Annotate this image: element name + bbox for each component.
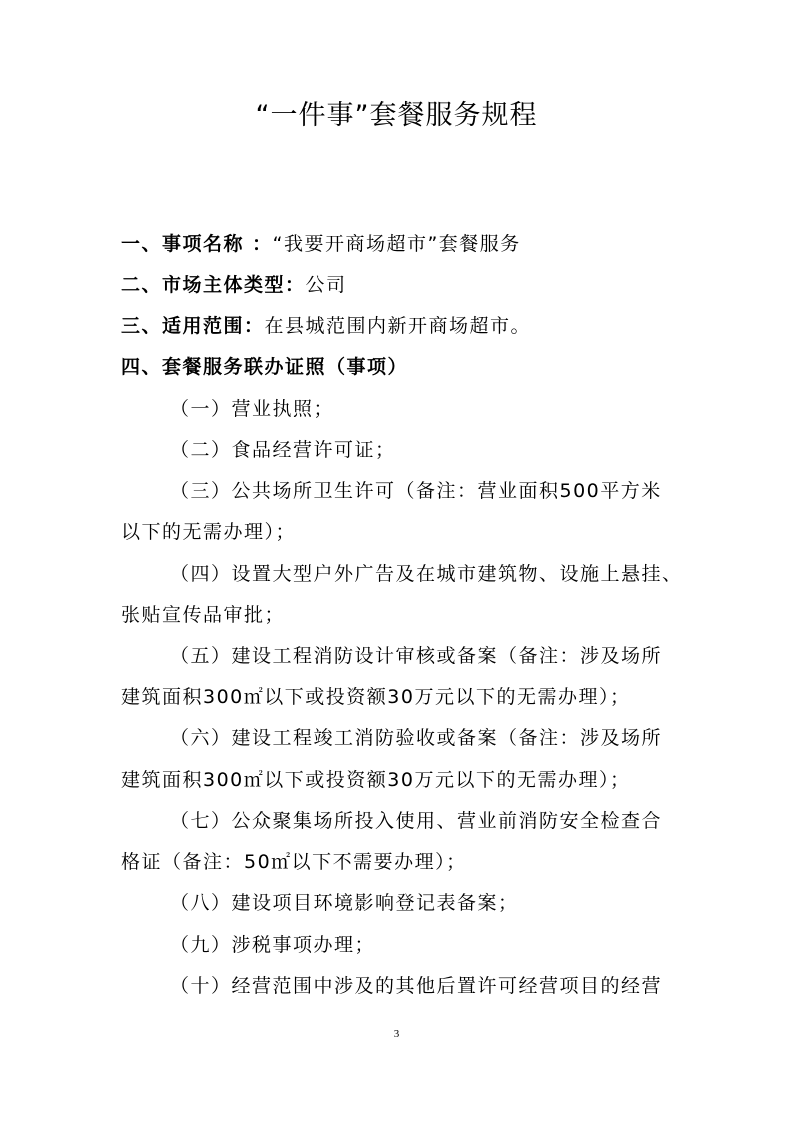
list-item-continuation: 建筑面积300㎡以下或投资额30万元以下的无需办理）； [121,769,631,791]
list-item: （六）建设工程竣工消防验收或备案（备注：涉及场所 [170,727,663,749]
page-number: 3 [393,1028,400,1040]
section-entity-type [121,271,681,299]
list-item: （二）食品经营许可证； [170,439,396,461]
list-item: （十）经营范围中涉及的其他后置许可经营项目的经营 [170,975,663,997]
list-item-continuation: 建筑面积300㎡以下或投资额30万元以下的无需办理）； [121,686,631,708]
section-label: 一、事项名称 ： [121,233,273,255]
section-heading-services: 四、套餐服务联办证照（事项） [121,356,409,378]
list-item: （七）公众聚集场所投入使用、营业前消防安全检查合 [170,810,663,832]
list-item: （五）建设工程消防设计审核或备案（备注：涉及场所 [170,645,663,667]
section-item-name [121,230,681,258]
section-label: 三、适用范围： [121,315,265,337]
list-item: （九）涉税事项办理； [170,934,376,956]
section-value: 公司 [305,274,347,296]
list-item: （四）设置大型户外广告及在城市建筑物、设施上悬挂、 [170,563,683,585]
section-value: “我要开商场超市”套餐服务 [272,233,521,255]
list-item-continuation: 格证（备注：50㎡以下不需要办理）； [121,851,467,873]
list-item-continuation: 以下的无需办理）； [121,521,297,543]
section-label: 二、市场主体类型： [121,274,306,296]
section-value: 在县城范围内新开商场超市。 [264,315,532,337]
list-item: （八）建设项目环境影响登记表备案； [170,892,519,914]
list-item: （三）公共场所卫生许可（备注：营业面积500平方米 [170,480,662,502]
list-item: （一）营业执照； [170,398,335,420]
list-item-continuation: 张贴宣传品审批； [121,604,286,626]
document-title: “一件事”套餐服务规程 [255,100,538,131]
section-scope [121,312,681,340]
